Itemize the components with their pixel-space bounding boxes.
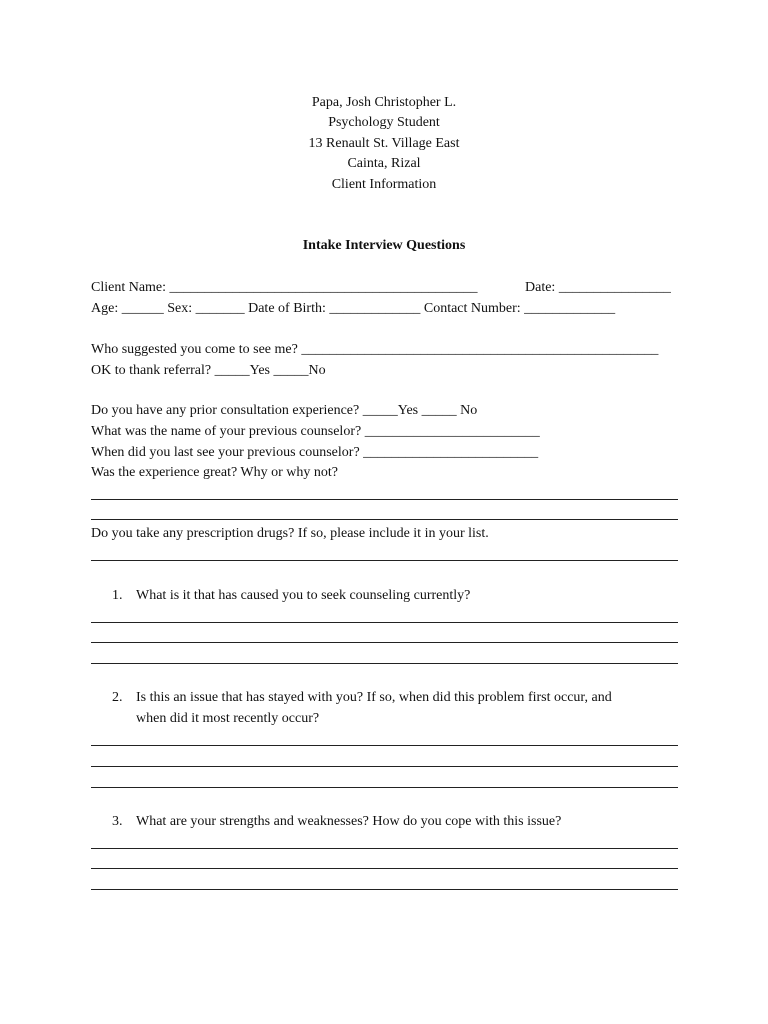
answer-line[interactable] <box>91 622 678 623</box>
prescription-question: Do you take any prescription drugs? If so, please include it in your list. <box>91 526 489 541</box>
prior-consultation-question[interactable]: Do you have any prior consultation experience? _____Yes _____ No <box>91 403 478 418</box>
date-field[interactable]: Date: ________________ <box>525 280 671 295</box>
answer-line[interactable] <box>91 519 678 520</box>
question-text: Is this an issue that has stayed with you? If so, when did this problem first occur, and <box>136 690 612 705</box>
last-visit-question[interactable]: When did you last see your previous counselor? _________________________ <box>91 445 539 460</box>
answer-line[interactable] <box>91 663 678 664</box>
previous-counselor-question[interactable]: What was the name of your previous counselor? _________________________ <box>91 424 540 439</box>
question-text: What are your strengths and weaknesses? How do you cope with this issue? <box>136 814 562 829</box>
document-label: Client Information <box>331 177 437 192</box>
question-number: 3. <box>112 814 123 829</box>
answer-line[interactable] <box>91 868 678 869</box>
answer-line[interactable] <box>91 745 678 746</box>
question-number: 1. <box>112 588 123 603</box>
answer-line[interactable] <box>91 766 678 767</box>
page-title: Intake Interview Questions <box>302 238 466 253</box>
author-role: Psychology Student <box>328 115 440 130</box>
question-text: What is it that has caused you to seek counseling currently? <box>136 588 471 603</box>
author-city: Cainta, Rizal <box>347 156 421 171</box>
author-street: 13 Renault St. Village East <box>308 136 460 151</box>
referral-question[interactable]: Who suggested you come to see me? ___________________________________________________ <box>91 342 659 357</box>
question-number: 2. <box>112 690 123 705</box>
answer-line[interactable] <box>91 889 678 890</box>
answer-line[interactable] <box>91 642 678 643</box>
answer-line[interactable] <box>91 848 678 849</box>
experience-question: Was the experience great? Why or why not? <box>91 465 339 480</box>
answer-line[interactable] <box>91 787 678 788</box>
author-name: Papa, Josh Christopher L. <box>311 95 457 110</box>
age-sex-dob-contact-field[interactable]: Age: ______ Sex: _______ Date of Birth: _____________ Contact Number: _____________ <box>91 301 616 316</box>
answer-line[interactable] <box>91 499 678 500</box>
thank-referral-question[interactable]: OK to thank referral? _____Yes _____No <box>91 363 326 378</box>
client-name-field[interactable]: Client Name: ____________________________________________ <box>91 280 478 295</box>
answer-line[interactable] <box>91 560 678 561</box>
question-text-continued: when did it most recently occur? <box>136 711 320 726</box>
